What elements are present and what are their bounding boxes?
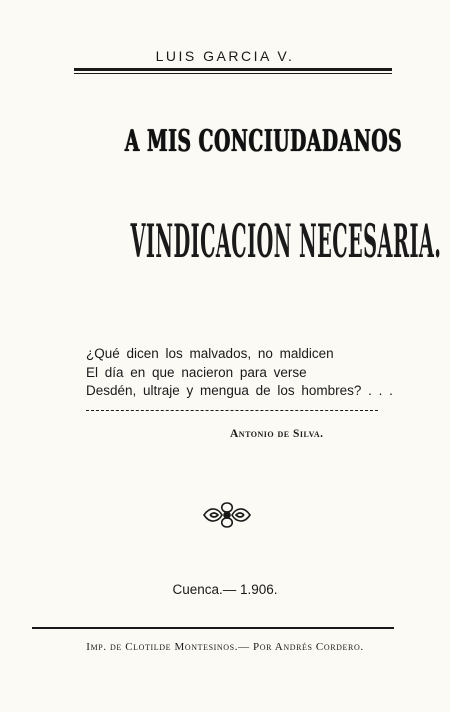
verse-line: ¿Qué dicen los malvados, no maldicen	[86, 346, 334, 361]
header-rule-thin	[74, 73, 392, 74]
header-rule-thick	[74, 68, 392, 71]
fleuron-ornament-icon	[200, 500, 254, 530]
footer-rule	[32, 627, 394, 629]
place-and-date: Cuenca.— 1.906.	[172, 582, 278, 597]
dashed-divider	[86, 410, 378, 411]
printer-imprint: Imp. de Clotilde Montesinos.— Por Andrés Cordero.	[86, 641, 364, 653]
dedication-heading: A MIS CONCIUDADANOS	[124, 124, 402, 159]
author-name: LUIS GARCIA V.	[155, 48, 295, 64]
verse-line: El día en que nacieron para verse	[86, 364, 307, 380]
verse-line: Desdén, ultraje y mengua de los hombres? . . .	[86, 383, 393, 398]
epigraph-attribution: Antonio de Silva.	[230, 428, 324, 440]
epigraph-verse	[86, 345, 393, 401]
book-title: VINDICACION NECESARIA.	[130, 214, 442, 268]
